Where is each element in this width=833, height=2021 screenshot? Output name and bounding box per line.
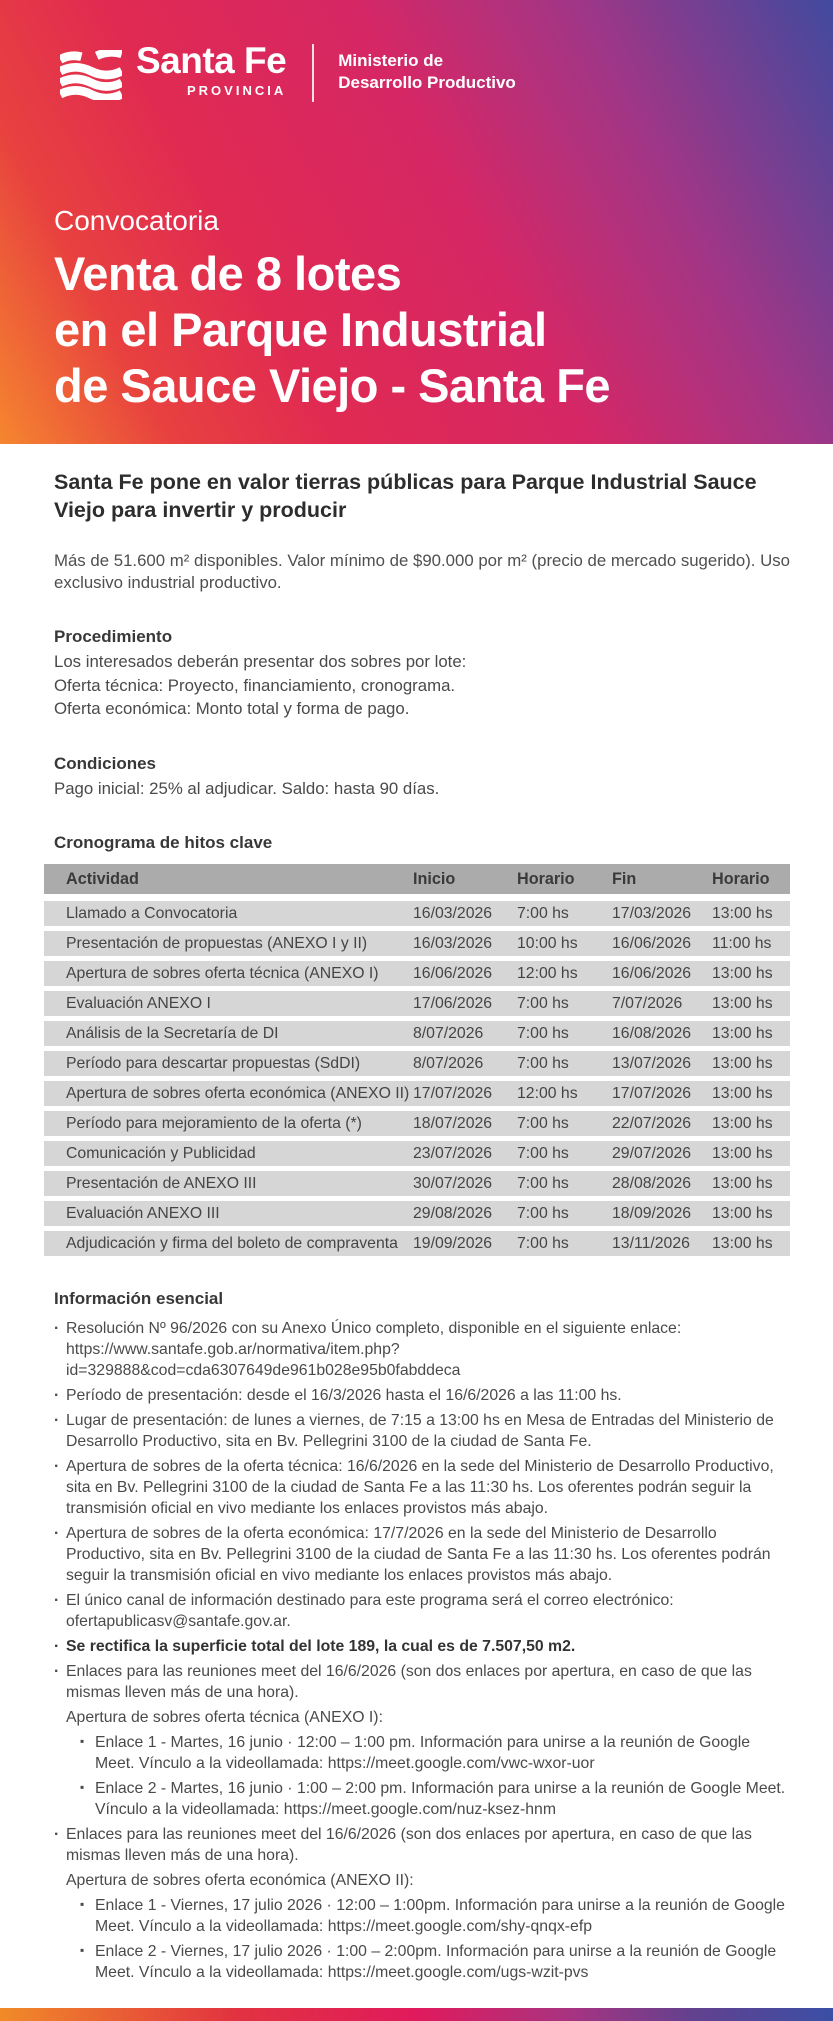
table-cell: 29/08/2026 [413,1204,493,1222]
table-cell: 7:00 hs [517,1024,569,1042]
table-cell: Apertura de sobres oferta técnica (ANEXO I) [66,964,379,982]
table-row [44,1141,790,1166]
table-row [44,991,790,1016]
table-row [44,961,790,986]
table-cell: Evaluación ANEXO I [66,994,211,1012]
logo-text [136,42,286,98]
cronograma-heading: Cronograma de hitos clave [54,833,273,852]
table-cell: 18/07/2026 [413,1114,493,1132]
table-cell: 7:00 hs [517,1144,569,1162]
table-cell: 13/07/2026 [612,1054,692,1072]
table-cell: 17/06/2026 [413,994,493,1012]
table-cell: 17/03/2026 [612,904,692,922]
info-bullet-item: · El único canal de información destinado para este programa será el correo electrónico: ofertapublicasv@santafe.gov.ar. [54,1590,790,1632]
info-sub-item: ▪ Enlace 2 - Martes, 16 junio · 1:00 – 2:00 pm. Información para unirse a la reunión de Google Meet. Vínculo a la videollamada: https://meet.google.com/nuz-ksez-hnm [54,1778,790,1820]
table-cell: 7:00 hs [517,1174,569,1192]
title-line-2: en el Parque Industrial [54,302,547,356]
logo-brand: Santa Fe [136,40,287,81]
procedimiento-line: Oferta económica: Monto total y forma de pago. [54,699,410,718]
table-row [44,1081,790,1106]
condiciones-line: Pago inicial: 25% al adjudicar. Saldo: hasta 90 días. [54,778,440,798]
content [0,444,833,2021]
table-column-header: Fin [612,869,637,888]
logo-row [54,42,788,108]
cronograma-table-body [44,901,790,1256]
table-cell: 13:00 hs [712,964,773,982]
cronograma-table-header [44,864,790,894]
footer-gradient-bar [0,2008,833,2021]
table-cell: 7:00 hs [517,994,569,1012]
info-list [54,1318,790,1983]
info-bullet-item: · Se rectifica la superficie total del lote 189, la cual es de 7.507,50 m2. [54,1636,790,1657]
info-sub-item: ▪ Enlace 1 - Martes, 16 junio · 12:00 – 1:00 pm. Información para unirse a la reunión de Google Meet. Vínculo a la videollamada: https://meet.google.com/vwc-wxor-uor [54,1732,790,1774]
table-row [44,901,790,926]
logo-divider [312,44,314,102]
table-row [44,1231,790,1256]
santa-fe-flag-icon [60,50,122,100]
table-cell: 7:00 hs [517,904,569,922]
table-cell: 30/07/2026 [413,1174,493,1192]
table-cell: 17/07/2026 [413,1084,493,1102]
table-column-header: Horario [712,869,770,888]
table-row [44,1111,790,1136]
table-cell: 13:00 hs [712,1114,773,1132]
table-cell: Período para mejoramiento de la oferta (*) [66,1114,362,1132]
table-column-header: Horario [517,869,575,888]
table-cell: 7:00 hs [517,1204,569,1222]
subtitle: Santa Fe pone en valor tierras públicas para Parque Industrial Sauce Viejo para invertir y producir [54,470,757,522]
ministry-name [338,50,516,94]
procedimiento-heading: Procedimiento [54,627,173,646]
info-bullet-item: · Enlaces para las reuniones meet del 16/6/2026 (son dos enlaces por apertura, en caso de que las mismas lleven más de una hora). [54,1661,790,1703]
table-cell: 28/08/2026 [612,1174,692,1192]
table-cell: 13:00 hs [712,1234,773,1252]
hero-banner [0,0,833,444]
cronograma-table [44,864,790,1256]
table-cell: 13:00 hs [712,994,773,1012]
table-cell: 12:00 hs [517,964,578,982]
title-line-3: de Sauce Viejo - Santa Fe [54,358,611,412]
table-cell: 13:00 hs [712,904,773,922]
table-cell: 7/07/2026 [612,994,683,1012]
table-row [44,1051,790,1076]
table-cell: 7:00 hs [517,1234,569,1252]
info-heading: Información esencial [54,1289,224,1308]
table-cell: 13:00 hs [712,1024,773,1042]
table-column-header: Actividad [66,869,139,888]
table-cell: 13:00 hs [712,1174,773,1192]
table-cell: 23/07/2026 [413,1144,493,1162]
table-cell: 16/03/2026 [413,934,493,952]
procedimiento-line: Oferta técnica: Proyecto, financiamiento, cronograma. [54,675,456,695]
table-cell: 13:00 hs [712,1054,773,1072]
table-cell: 8/07/2026 [413,1054,484,1072]
table-column-header: Inicio [413,869,456,888]
table-cell: 11:00 hs [712,934,772,952]
info-bullet-item: · Apertura de sobres de la oferta económica: 17/7/2026 en la sede del Ministerio de Desarrollo Productivo, sita en Bv. Pellegrini 3100 de la ciudad de Santa Fe a las 11:30 hs. Los oferentes podrán seguir la transmisión oficial en vivo mediante los enlaces provistos más abajo. [54,1523,790,1586]
table-cell: Apertura de sobres oferta económica (ANEXO II) [66,1084,410,1102]
table-cell: 10:00 hs [517,934,578,952]
table-cell: 17/07/2026 [612,1084,692,1102]
table-cell: 16/03/2026 [413,904,493,922]
table-cell: 13:00 hs [712,1204,773,1222]
table-cell: 19/09/2026 [413,1234,493,1252]
table-cell: Adjudicación y firma del boleto de compraventa [66,1234,398,1252]
table-cell: 22/07/2026 [612,1114,692,1132]
procedimiento-line: Los interesados deberán presentar dos sobres por lote: [54,652,467,671]
ministry-line-2: Desarrollo Productivo [338,73,516,93]
table-cell: Evaluación ANEXO III [66,1204,220,1222]
table-cell: 13/11/2026 [612,1234,690,1252]
table-cell: Análisis de la Secretaría de DI [66,1024,279,1042]
table-cell: 13:00 hs [712,1144,773,1162]
info-bullet-item: · Lugar de presentación: de lunes a viernes, de 7:15 a 13:00 hs en Mesa de Entradas del Ministerio de Desarrollo Productivo, sita en Bv. Pellegrini 3100 de la ciudad de Santa Fe. [54,1410,790,1452]
info-bullet-item: · Resolución Nº 96/2026 con su Anexo Único completo, disponible en el siguiente enlace: https://www.santafe.gob.ar/normativa/item.php?id=329888&cod=cda6307649de961b028e95b0fabddeca [54,1318,790,1381]
table-cell: Llamado a Convocatoria [66,904,238,922]
ministry-line-1: Ministerio de [338,51,444,70]
table-cell: 13:00 hs [712,1084,773,1102]
table-row [44,1171,790,1196]
table-cell: 16/06/2026 [612,964,692,982]
table-cell: 16/06/2026 [612,934,692,952]
table-cell: 12:00 hs [517,1084,578,1102]
info-sub-item: ▪ Enlace 2 - Viernes, 17 julio 2026 · 1:00 – 2:00pm. Información para unirse a la reunión de Google Meet. Vínculo a la videollamada: https://meet.google.com/ugs-wzit-pvs [54,1941,790,1983]
info-group-label: Apertura de sobres oferta técnica (ANEXO I): [66,1709,383,1726]
table-cell: 18/09/2026 [612,1204,692,1222]
page-title [54,246,788,414]
condiciones-lines [54,777,790,801]
logo-province-label: PROVINCIA [186,83,287,98]
lead-paragraph: Más de 51.600 m² disponibles. Valor mínimo de $90.000 por m² (precio de mercado sugerido). Uso exclusivo industrial productivo. [54,551,790,592]
table-cell: 8/07/2026 [413,1024,484,1042]
table-row [44,931,790,956]
kicker: Convocatoria [54,205,219,236]
title-line-1: Venta de 8 lotes [54,246,402,300]
condiciones-heading: Condiciones [54,753,157,773]
table-cell: 7:00 hs [517,1114,569,1132]
table-cell: Comunicación y Publicidad [66,1144,256,1162]
info-group-label: Apertura de sobres oferta económica (ANEXO II): [66,1872,414,1889]
table-cell: 29/07/2026 [612,1144,692,1162]
info-bullet-item: · Apertura de sobres de la oferta técnica: 16/6/2026 en la sede del Ministerio de Desarrollo Productivo, sita en Bv. Pellegrini 3100 de la ciudad de Santa Fe a las 11:30 hs. Los oferentes podrán seguir la transmisión oficial en vivo mediante los enlaces provistos más abajo. [54,1456,790,1519]
procedimiento-lines [54,650,790,721]
table-cell: 16/06/2026 [413,964,493,982]
table-row [44,1201,790,1226]
info-bullet-item: · Período de presentación: desde el 16/3/2026 hasta el 16/6/2026 a las 11:00 hs. [54,1385,790,1406]
info-sub-item: ▪ Enlace 1 - Viernes, 17 julio 2026 · 12:00 – 1:00pm. Información para unirse a la reunión de Google Meet. Vínculo a la videollamada: https://meet.google.com/shy-qnqx-efp [54,1895,790,1937]
table-row [44,1021,790,1046]
info-bullet-item: · Enlaces para las reuniones meet del 16/6/2026 (son dos enlaces por apertura, en caso de que las mismas lleven más de una hora). [54,1824,790,1866]
table-cell: Presentación de propuestas (ANEXO I y II) [66,934,368,952]
table-cell: Presentación de ANEXO III [66,1174,257,1192]
table-cell: Período para descartar propuestas (SdDI) [66,1054,361,1072]
table-cell: 7:00 hs [517,1054,569,1072]
table-cell: 16/08/2026 [612,1024,692,1042]
